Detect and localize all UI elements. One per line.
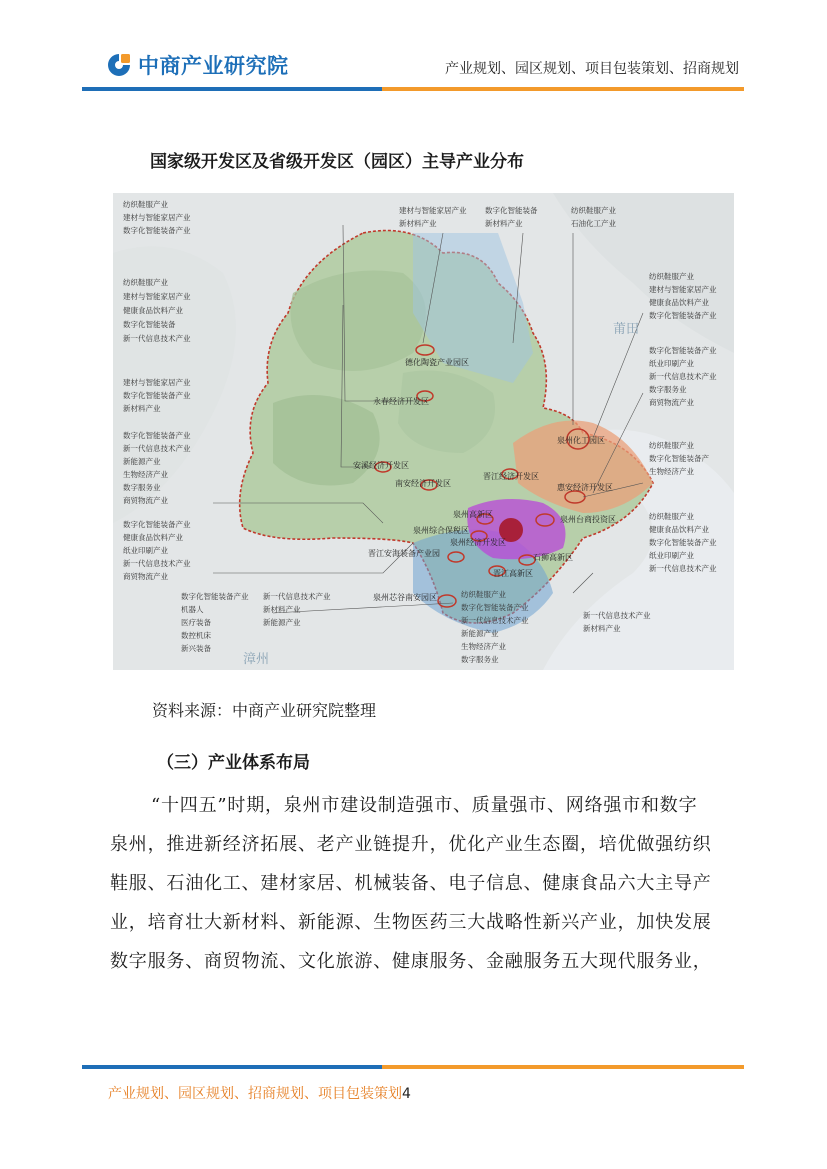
- zone-label: 安溪经济开发区: [353, 461, 409, 470]
- annotation-line: 新一代信息技术产业: [263, 592, 331, 601]
- zone-label: 泉州芯谷南安园区: [373, 593, 437, 602]
- annotation-line: 新一代信息技术产业: [461, 616, 529, 625]
- annotation-line: 纸业印刷产业: [649, 359, 694, 368]
- annotation-line: 新材料产业: [123, 404, 161, 413]
- zone-label: 德化陶瓷产业园区: [405, 358, 469, 367]
- zone-label: 泉州化工园区: [557, 436, 605, 445]
- zone-label: 泉州经济开发区: [450, 538, 506, 547]
- annotation-line: 新材料产业: [399, 219, 437, 228]
- paragraph-line: 业，培育壮大新材料、新能源、生物医药三大战略性新兴产业，加快发展: [110, 912, 712, 933]
- zone-label: 永春经济开发区: [373, 397, 429, 406]
- paragraph-line: 数字服务、商贸物流、文化旅游、健康服务、金融服务五大现代服务业，: [110, 951, 712, 972]
- annotation-line: 新一代信息技术产业: [123, 444, 191, 453]
- annotation-line: 建材与智能家居产业: [123, 378, 191, 387]
- annotation-line: 纺织鞋服产业: [461, 590, 506, 599]
- annotation-line: 数字化智能装备产: [649, 454, 709, 463]
- paragraph-line: 泉州，推进新经济拓展、老产业链提升，优化产业生态圈，培优做强纺织: [110, 834, 712, 855]
- annotation-line: 数字化智能装备产业: [181, 592, 249, 601]
- annotation-line: 新能源产业: [263, 618, 301, 627]
- annotation-line: 新材料产业: [263, 605, 301, 614]
- annotation-line: 新一代信息技术产业: [123, 559, 191, 568]
- footer-rule-orange: [382, 1065, 744, 1069]
- annotation-line: 生物经济产业: [649, 467, 694, 476]
- city-label-putian: 莆田: [613, 322, 640, 337]
- annotation-line: 数字服务业: [461, 655, 499, 664]
- annotation-line: 生物经济产业: [123, 470, 168, 479]
- annotation-line: 纺织鞋服产业: [123, 200, 168, 209]
- footer-tagline: 产业规划、园区规划、招商规划、项目包装策划: [108, 1086, 402, 1102]
- annotation-line: 数字化智能装备产业: [649, 311, 717, 320]
- paragraph-line: 鞋服、石油化工、建材家居、机械装备、电子信息、健康食品六大主导产: [110, 873, 712, 894]
- annotation-line: 健康食品饮料产业: [123, 306, 183, 315]
- annotation-line: 新一代信息技术产业: [123, 334, 191, 343]
- annotation-line: 健康食品饮料产业: [649, 525, 709, 534]
- zone-label: 南安经济开发区: [395, 479, 451, 488]
- zone-label: 晋江经济开发区: [483, 472, 539, 481]
- annotation-line: 商贸物流产业: [649, 398, 694, 407]
- annotation-line: 数字化智能装备: [485, 206, 538, 215]
- logo-mark-icon: [106, 52, 132, 78]
- logo: [106, 50, 289, 80]
- header-tagline: 产业规划、园区规划、项目包装策划、招商规划: [445, 61, 739, 77]
- header-rule-orange: [382, 87, 744, 91]
- annotation-line: 新材料产业: [583, 624, 621, 633]
- annotation-line: 新能源产业: [123, 457, 161, 466]
- zone-label: 石狮高新区: [533, 553, 573, 562]
- logo-text: 中商产业研究院: [138, 54, 289, 78]
- annotation-line: 建材与智能家居产业: [399, 206, 467, 215]
- industry-zone-map: [113, 193, 734, 670]
- annotation-line: 数字化智能装备产业: [123, 391, 191, 400]
- page-number: 4: [402, 1086, 411, 1102]
- annotation-line: 数字化智能装备: [123, 320, 176, 329]
- annotation-line: 纺织鞋服产业: [649, 512, 694, 521]
- annotation-line: 医疗装备: [181, 618, 211, 627]
- zone-label: 惠安经济开发区: [557, 483, 613, 492]
- annotation-line: 建材与智能家居产业: [123, 292, 191, 301]
- zone-label: 泉州综合保税区: [413, 526, 469, 535]
- annotation-line: 新一代信息技术产业: [583, 611, 651, 620]
- annotation-line: 纺织鞋服产业: [571, 206, 616, 215]
- annotation-line: 数控机床: [181, 631, 211, 640]
- annotation-line: 纺织鞋服产业: [649, 272, 694, 281]
- annotation-line: 新能源产业: [461, 629, 499, 638]
- zone-label: 泉州高新区: [453, 510, 493, 519]
- annotation-line: 石油化工产业: [571, 219, 616, 228]
- figure-source: 资料来源：中商产业研究院整理: [152, 701, 377, 720]
- body-paragraph: [110, 786, 730, 981]
- annotation-line: 生物经济产业: [461, 642, 506, 651]
- annotation-line: 健康食品饮料产业: [123, 533, 183, 542]
- header-rule-blue: [82, 87, 382, 91]
- annotation-line: 纸业印刷产业: [123, 546, 168, 555]
- annotation-line: 数字服务业: [649, 385, 687, 394]
- annotation-line: 建材与智能家居产业: [649, 285, 717, 294]
- annotation-line: 新一代信息技术产业: [649, 372, 717, 381]
- zone-label: 晋江安海装备产业园: [368, 549, 440, 558]
- annotation-line: 纺织鞋服产业: [123, 278, 168, 287]
- annotation-line: 数字服务业: [123, 483, 161, 492]
- annotation-line: 建材与智能家居产业: [123, 213, 191, 222]
- annotation-line: 商贸物流产业: [123, 572, 168, 581]
- annotation-line: 数字化智能装备产业: [123, 431, 191, 440]
- annotation-line: 数字化智能装备产业: [123, 520, 191, 529]
- zone-label: 泉州台商投资区: [560, 515, 616, 524]
- city-label-zhangzhou: 漳州: [243, 652, 270, 667]
- annotation-line: 数字化智能装备产业: [649, 538, 717, 547]
- zone-label: 晋江高新区: [493, 569, 533, 578]
- annotation-line: 数字化智能装备产业: [461, 603, 529, 612]
- annotation-line: 新材料产业: [485, 219, 523, 228]
- figure-title: 国家级开发区及省级开发区（园区）主导产业分布: [150, 152, 524, 172]
- section-heading: （三）产业体系布局: [157, 753, 310, 773]
- annotation-line: 健康食品饮料产业: [649, 298, 709, 307]
- footer-rule-blue: [82, 1065, 382, 1069]
- annotation-line: 数字化智能装备产业: [649, 346, 717, 355]
- annotation-line: 新一代信息技术产业: [649, 564, 717, 573]
- paragraph-line: “十四五”时期，泉州市建设制造强市、质量强市、网络强市和数字: [151, 795, 698, 816]
- footer: [108, 1083, 411, 1103]
- annotation-line: 数字化智能装备产业: [123, 226, 191, 235]
- annotation-line: 新兴装备: [181, 644, 211, 653]
- annotation-line: 商贸物流产业: [123, 496, 168, 505]
- annotation-line: 机器人: [181, 605, 204, 614]
- annotation-line: 纸业印刷产业: [649, 551, 694, 560]
- annotation-line: 纺织鞋服产业: [649, 441, 694, 450]
